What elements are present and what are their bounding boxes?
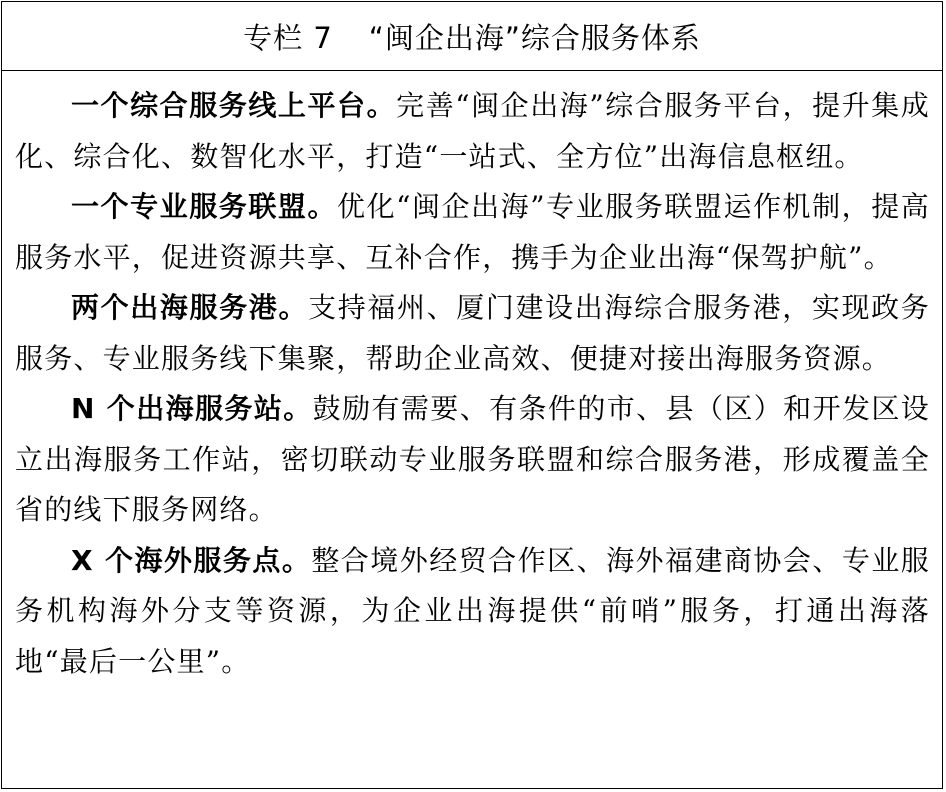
paragraph-heading: 一个综合服务线上平台。 bbox=[71, 89, 397, 122]
box-title-text: “闽企出海”综合服务体系 bbox=[368, 20, 701, 55]
paragraph-text: 支持福州、厦门建设出海综合服务港，实现政务服务、专业服务线下集聚，帮助企业高效、便捷对接出海服务资源。 bbox=[15, 291, 931, 375]
paragraph-text: 优化“闽企出海”专业服务联盟运作机制，提高服务水平，促进资源共享、互补合作，携手为企业出海“保驾护航”。 bbox=[15, 190, 930, 274]
box-title bbox=[2, 2, 942, 71]
paragraph-text: 鼓励有需要、有条件的市、县（区）和开发区设立出海服务工作站，密切联动专业服务联盟和综合服务港，形成覆盖全省的线下服务网络。 bbox=[15, 392, 931, 526]
column-box bbox=[1, 1, 943, 789]
paragraph-heading: 两个出海服务港。 bbox=[71, 291, 309, 324]
paragraph-online-platform bbox=[15, 81, 930, 182]
paragraph-text: 完善“闽企出海”综合服务平台，提升集成化、综合化、数智化水平，打造“一站式、全方位”出海信息枢纽。 bbox=[15, 89, 931, 173]
paragraph-heading: 一个专业服务联盟。 bbox=[71, 190, 338, 223]
paragraph-service-alliance bbox=[15, 182, 930, 283]
paragraph-heading: X 个海外服务点。 bbox=[71, 543, 312, 577]
paragraph-overseas-points bbox=[15, 536, 930, 688]
paragraph-heading: N 个出海服务站。 bbox=[71, 392, 313, 425]
box-title-number: 专栏 7 bbox=[243, 20, 333, 55]
paragraph-service-ports bbox=[15, 283, 930, 384]
box-body bbox=[2, 71, 942, 687]
paragraph-text: 整合境外经贸合作区、海外福建商协会、专业服务机构海外分支等资源，为企业出海提供“前哨”服务，打通出海落地“最后一公里”。 bbox=[15, 543, 930, 678]
paragraph-service-stations bbox=[15, 384, 930, 536]
